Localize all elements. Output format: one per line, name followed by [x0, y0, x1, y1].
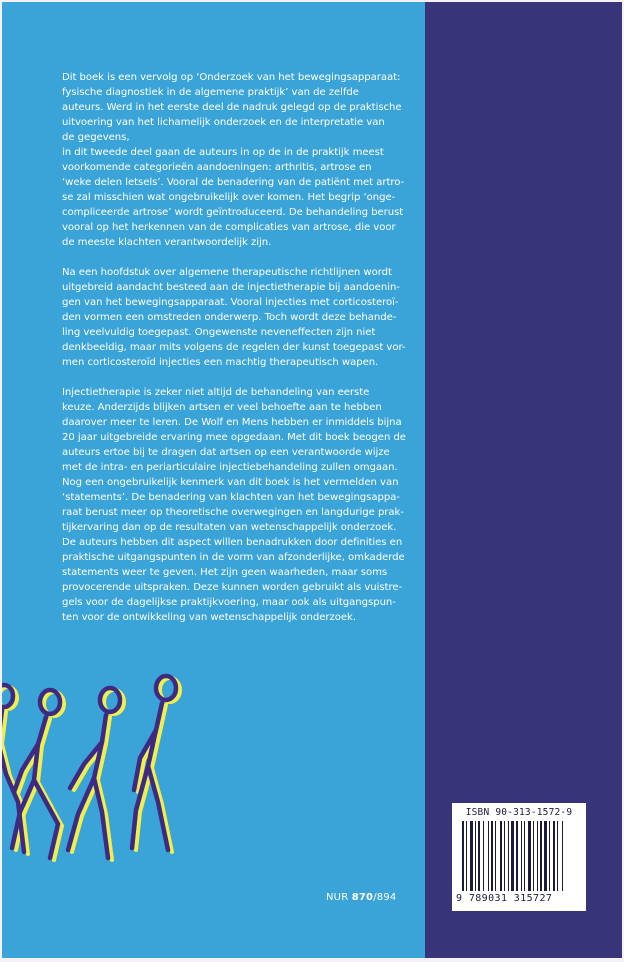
barcode-icon — [462, 821, 576, 893]
walking-figures-illustration — [2, 664, 222, 924]
barcode-bar — [495, 821, 496, 891]
blurb-paragraph-3: Injectietherapie is zeker niet altijd de behandeling van eerste keuze. Anderzijds blijken artsen er veel behoefte aan te hebben daarover meer te leren. De Wolf en Mens hebben er inmiddels bijna 20 jaar uitgebreide ervaring mee opgedaan. Met dit boek beogen de auteurs ertoe bij te dragen dat artsen op een verantwoorde wijze met de intra- en periarticulaire injectiebehandeling zullen omgaan. Nog een ongebruikelijk kenmerk van dit boek is het vermelden van ‘statements’. De benadering van klachten van het bewegingsappa- raat berust meer op theoretische overwegingen en langdurige prak- tijkervaring dan op de resultaten van wetenschappelijk onderzoek. De auteurs hebben dit aspect willen benadrukken door definities en praktische uitgangspunten in de vorm van afzonderlijke, omkaderde statements weer te geven. Het zijn geen waarheden, maar soms provocerende uitspraken. Deze kunnen worden gebruikt als vuistre- gels voor de dagelijkse praktijkvoering, maar ook als uitgangspun- ten voor de ontwikkeling van wetenschappelijk onderzoek. — [62, 387, 406, 623]
barcode-bar — [553, 821, 555, 891]
barcode-bar — [557, 821, 558, 891]
barcode-bar — [544, 821, 547, 891]
blurb-paragraph-2: Na een hoofdstuk over algemene therapeutische richtlijnen wordt uitgebreid aandacht besteed aan de injectietherapie bij aandoenin- gen van het bewegingsapparaat. Vooral injecties met corticosteroï- den vormen een omstreden onderwerp. Toch wordt deze behande- ling veelvuldig toegepast. Ongewenste neveneffecten zijn niet denkbeeldig, maar mits volgens de regelen der kunst toegepast vor- men corticosteroïd injecties een machtig therapeutisch wapen. — [62, 267, 406, 368]
blurb-paragraph-1: Dit boek is een vervolg op ‘Onderzoek van het bewegingsapparaat: fysische diagnostiek in de algemene praktijk’ van de zelfde auteurs. Werd in het eerste deel de nadruk gelegd op de praktische uitvoering van het lichamelijk onderzoek en de interpretatie van de gegevens, in dit tweede deel gaan de auteurs in op de in de praktijk meest voorkomende categorieën aandoeningen: arthritis, artrose en ‘weke delen letsels’. Vooral de benadering van de patiënt met artro- se zal misschien wat ongebruikelijk over komen. Het begrip ‘onge- compliceerde artrose’ wordt geïntroduceerd. De behandeling berust vooral op het herkennen van de complicaties van artrose, die voor de meeste klachten verantwoordelijk zijn. — [62, 72, 405, 248]
barcode-bar — [524, 821, 525, 891]
barcode-bar — [470, 821, 473, 891]
barcode-bar — [504, 821, 505, 891]
barcode-bar — [500, 821, 502, 891]
barcode-bar — [562, 821, 563, 891]
barcode-bar — [462, 821, 464, 891]
barcode-bar — [516, 821, 518, 891]
barcode-bar — [549, 821, 550, 891]
figures-yellow-shadow — [2, 678, 180, 860]
book-back-cover — [2, 2, 622, 958]
barcode-bar — [478, 821, 480, 891]
isbn-digits: 9 789031 315727 — [456, 893, 553, 904]
barcode-bar — [475, 821, 476, 891]
barcode-bar — [466, 821, 467, 891]
barcode-bar — [521, 821, 522, 891]
nur-code — [326, 892, 396, 903]
nur-prefix: NUR — [326, 892, 352, 903]
isbn-label: ISBN 90-313-1572-9 — [465, 807, 573, 818]
barcode-bar — [491, 821, 493, 891]
barcode-bar — [508, 821, 509, 891]
barcode-bar — [533, 821, 534, 891]
barcode-bar — [528, 821, 531, 891]
barcode-bar — [483, 821, 484, 891]
nur-primary: 870 — [351, 892, 374, 903]
isbn-barcode-box — [452, 803, 586, 911]
barcode-bar — [511, 821, 514, 891]
nur-rest: /894 — [373, 892, 397, 903]
barcode-bar — [537, 821, 538, 891]
back-cover-blurb — [62, 70, 414, 640]
barcode-bar — [488, 821, 489, 891]
barcode-bar — [540, 821, 542, 891]
